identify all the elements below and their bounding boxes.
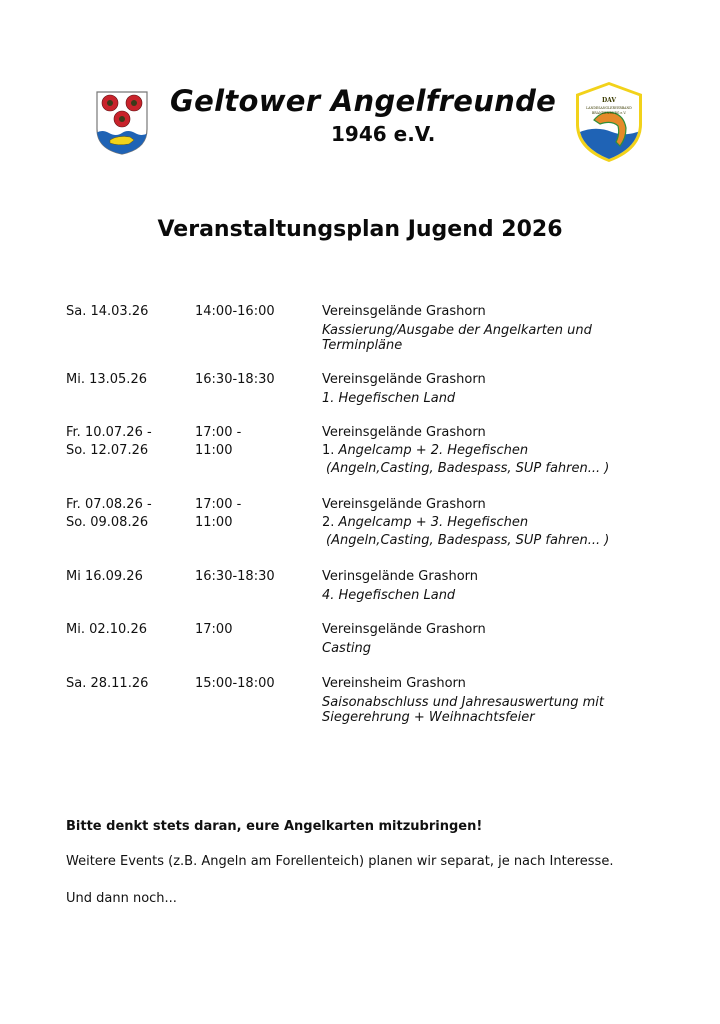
time-line: 17:00 - [195,425,242,440]
date-line: Mi. 02.10.26 [66,622,147,637]
event-time [195,424,241,460]
event-time [195,621,232,639]
time-line: 16:30-18:30 [195,372,275,387]
event-time [195,568,275,586]
event-title [322,588,478,603]
event-title [322,442,609,460]
coat-of-arms-icon [96,91,148,155]
landesanglerverband-text: LANDESANGLERVERBAND [586,106,632,110]
event-title [322,641,486,656]
event-time [195,496,241,532]
event-description [322,675,604,725]
event-title [322,323,592,353]
event-details: (Angeln,Casting, Badespass, SUP fahren... ) [326,533,610,548]
event-location: Vereinsheim Grashorn [322,676,466,691]
coat-of-arms-logo [96,91,148,155]
event-location: Vereinsgelände Grashorn [322,497,486,512]
event-location: Vereinsgelände Grashorn [322,622,486,637]
event-title [322,514,609,532]
club-year: 1946 e.V. [331,122,436,146]
date-line: Sa. 28.11.26 [66,676,149,691]
event-details: (Angeln,Casting, Badespass, SUP fahren... ) [326,461,610,476]
event-number: 2. [322,515,335,530]
event-time [195,675,275,693]
date-line: So. 09.08.26 [66,515,149,530]
event-location: Vereinsgelände Grashorn [322,304,486,319]
dav-text: DAV [601,97,617,104]
event-location: Vereinsgelände Grashorn [322,372,486,387]
event-date [66,303,148,321]
event-date [66,568,143,586]
more-events-text: Weitere Events (z.B. Angeln am Forellenteich) planen wir separat, je nach Interesse. [66,854,614,869]
event-description [322,371,486,406]
reminder-text: Bitte denkt stets daran, eure Angelkarten mitzubringen! [66,819,483,834]
dav-shield-icon [572,80,646,164]
event-title-line: 1. Hegefischen Land [322,391,456,406]
time-line: 14:00-16:00 [195,304,275,319]
date-line: Mi 16.09.26 [66,569,143,584]
time-line: 11:00 [195,515,233,530]
event-title-line: Kassierung/Ausgabe der Angelkarten und [322,323,592,338]
date-line: Mi. 13.05.26 [66,372,147,387]
event-date [66,424,152,460]
event-title-text: Angelcamp + 2. Hegefischen [338,443,529,458]
time-line: 17:00 - [195,497,242,512]
event-time [195,371,275,389]
event-time [195,303,275,321]
date-line: Fr. 10.07.26 - [66,425,152,440]
event-title-line: Terminpläne [322,338,403,353]
event-location: Verinsgelände Grashorn [322,569,479,584]
date-line: Sa. 14.03.26 [66,304,149,319]
event-title-line: Saisonabschluss und Jahresauswertung mit [322,695,605,710]
event-date [66,621,147,639]
event-location: Vereinsgelände Grashorn [322,425,486,440]
event-title-line: Siegerehrung + Weihnachtsfeier [322,710,535,725]
time-line: 17:00 [195,622,233,637]
closing-text: Und dann noch... [66,891,177,906]
event-title [322,391,486,406]
event-description [322,496,609,550]
event-description [322,621,486,656]
event-description [322,303,592,353]
event-description [322,568,478,603]
event-date [66,371,147,389]
date-line: So. 12.07.26 [66,443,149,458]
event-title-text: Angelcamp + 3. Hegefischen [338,515,529,530]
club-name: Geltower Angelfreunde [170,84,557,118]
event-description [322,424,609,478]
time-line: 16:30-18:30 [195,569,275,584]
event-date [66,675,148,693]
event-date [66,496,152,532]
document-title: Veranstaltungsplan Jugend 2026 [157,217,563,242]
time-line: 11:00 [195,443,233,458]
event-title-line: Casting [322,641,372,656]
brandenburg-text: BRANDENBURG e.V. [591,111,627,115]
date-line: Fr. 07.08.26 - [66,497,152,512]
event-title [322,695,604,725]
dav-shield-logo [572,80,646,164]
event-number: 1. [322,443,335,458]
time-line: 15:00-18:00 [195,676,275,691]
event-title-line: 4. Hegefischen Land [322,588,456,603]
